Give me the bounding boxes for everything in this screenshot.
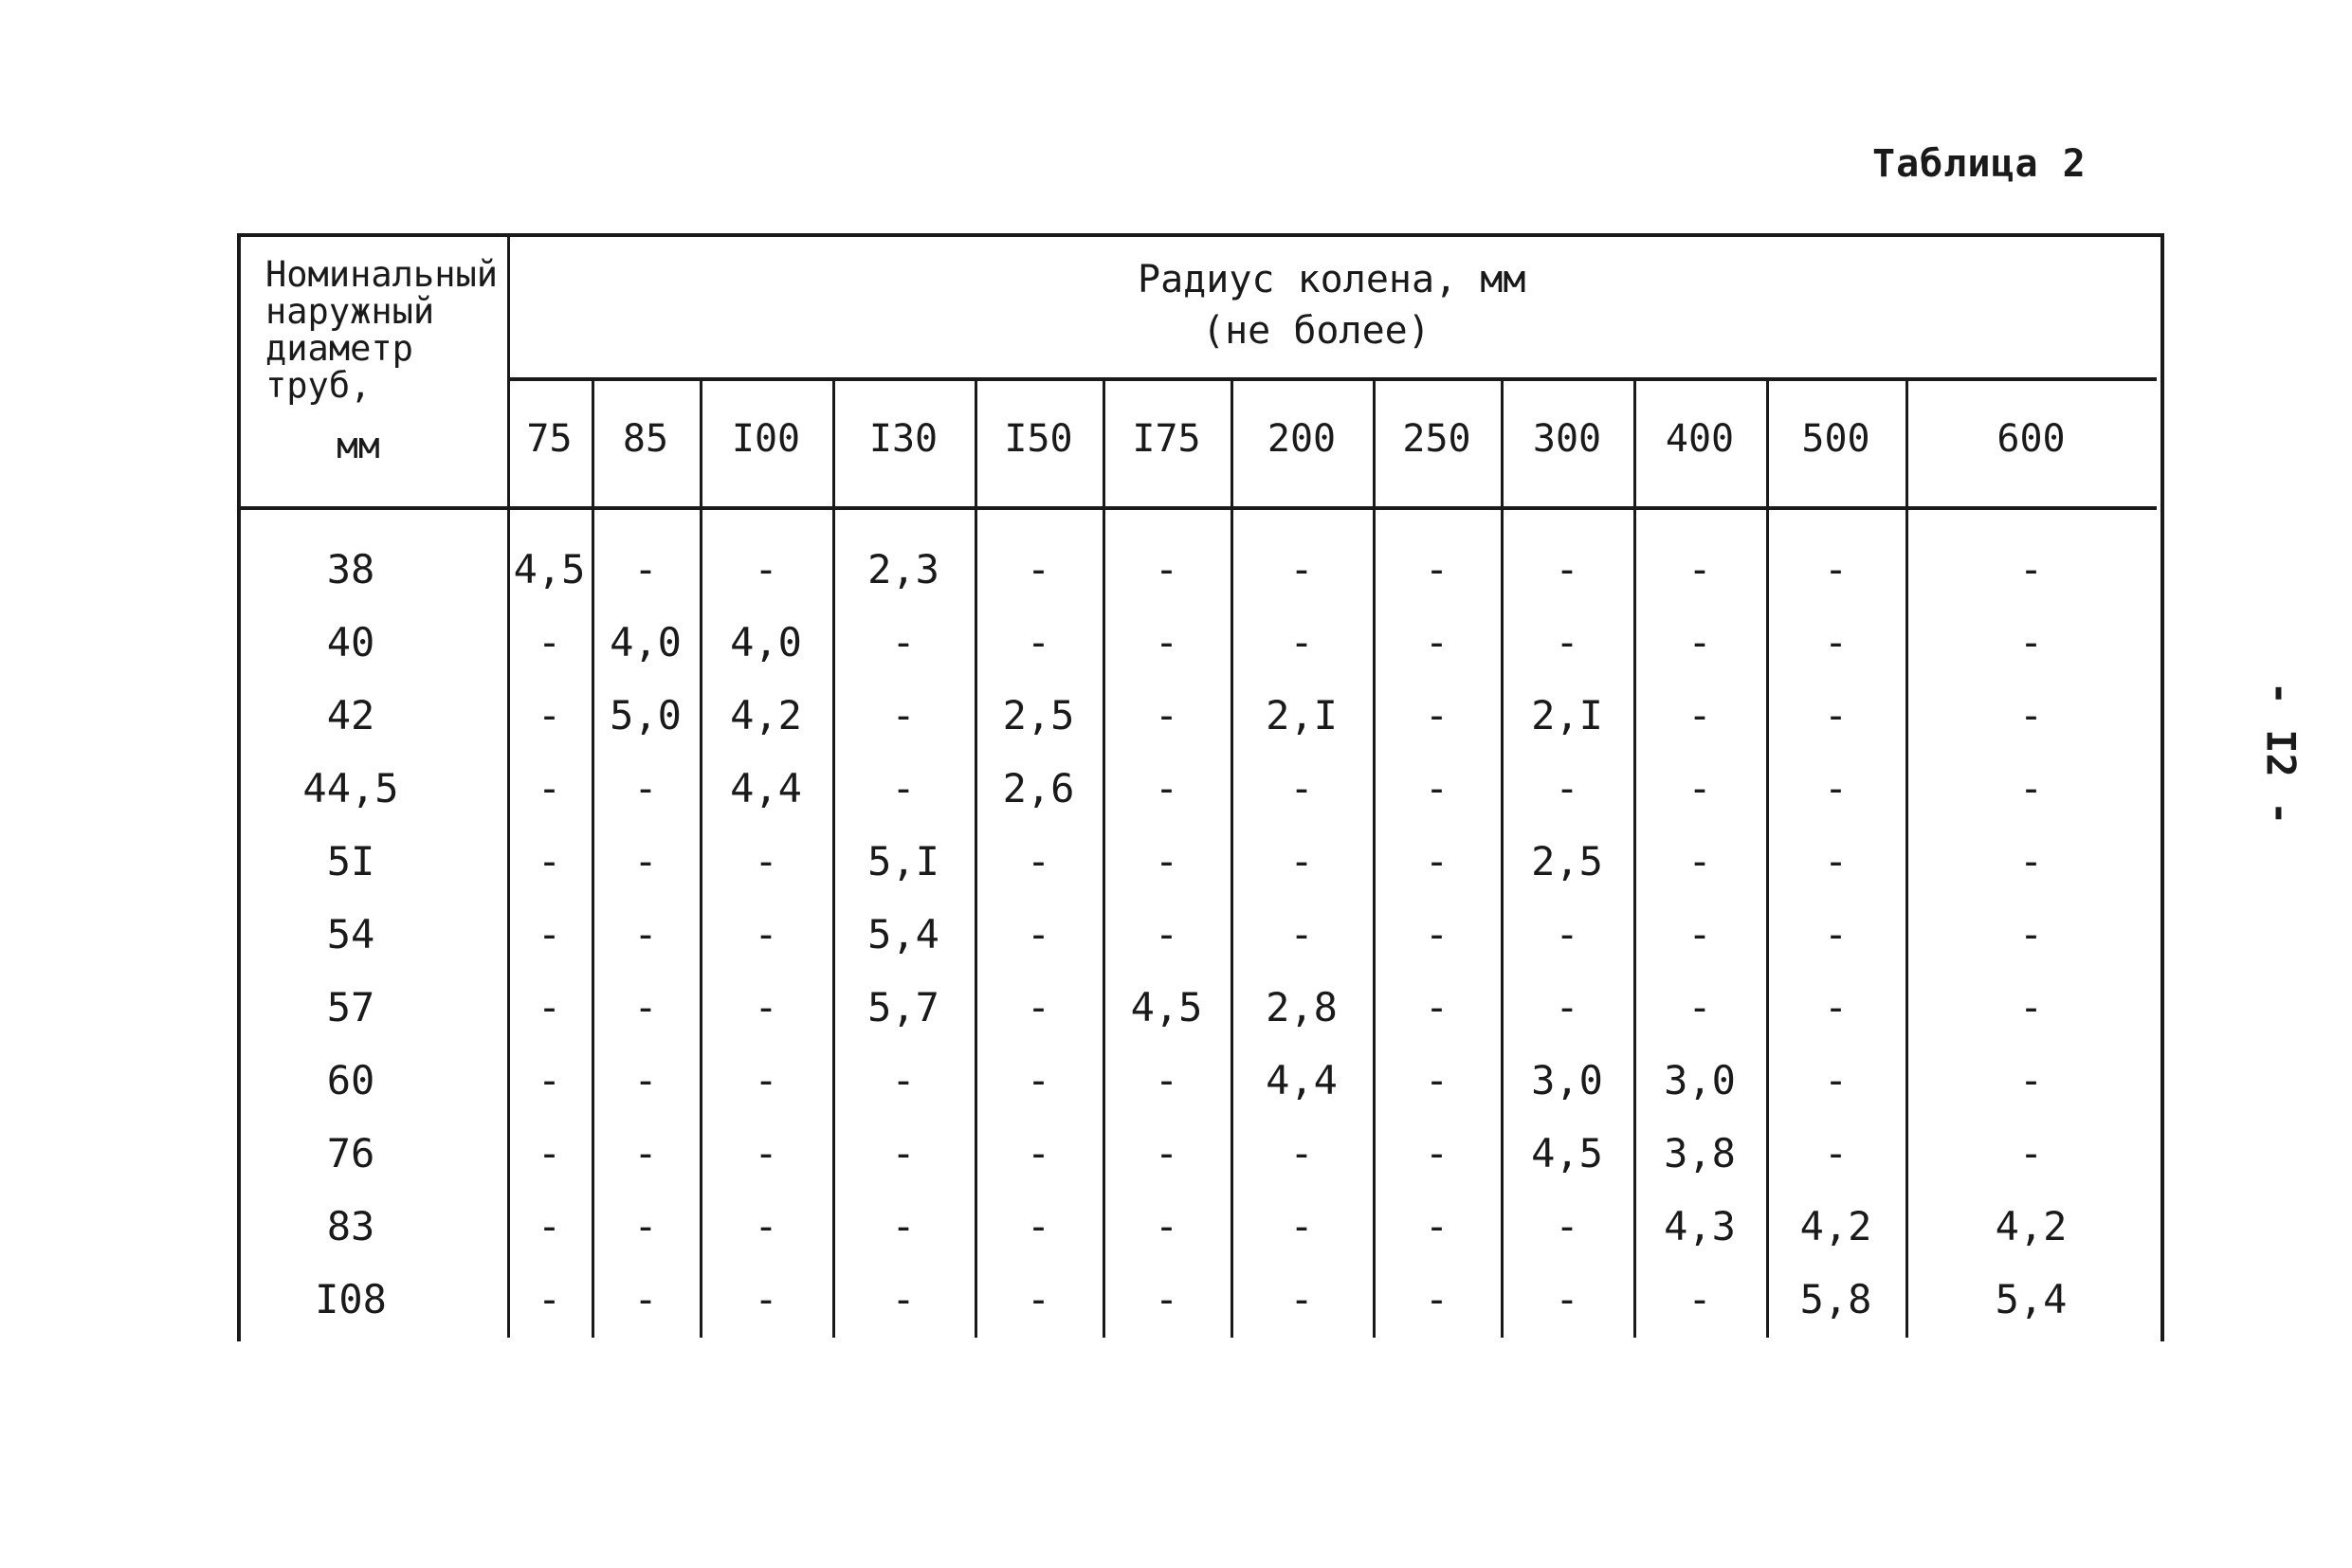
value-cell: -	[754, 1057, 778, 1103]
value-cell: -	[891, 1276, 916, 1322]
value-cell: -	[1555, 765, 1579, 811]
value-cell: -	[2018, 984, 2044, 1030]
column-divider	[1501, 379, 1504, 1338]
value-cell: -	[754, 984, 778, 1030]
diameter-cell: 76	[326, 1130, 375, 1176]
value-cell: -	[1026, 838, 1051, 884]
value-cell: -	[1026, 984, 1051, 1030]
value-cell: -	[2018, 546, 2044, 593]
value-cell: -	[633, 1203, 658, 1249]
value-cell: -	[1424, 692, 1449, 738]
value-cell: 5,I	[867, 838, 939, 884]
value-cell: 5,7	[867, 984, 939, 1030]
value-cell: 2,6	[1002, 765, 1075, 811]
value-cell: -	[1154, 1057, 1179, 1103]
header-bottom-rule	[237, 506, 2157, 510]
value-cell: -	[1026, 911, 1051, 957]
value-cell: -	[1289, 911, 1314, 957]
column-divider	[700, 379, 702, 1338]
value-cell: -	[537, 765, 562, 811]
table-frame	[237, 233, 2164, 1341]
value-cell: -	[1687, 911, 1712, 957]
value-cell: -	[1424, 765, 1449, 811]
column-divider	[1633, 379, 1636, 1338]
value-cell: -	[537, 692, 562, 738]
value-cell: -	[1424, 984, 1449, 1030]
diameter-cell: I08	[315, 1276, 387, 1322]
value-cell: -	[754, 1130, 778, 1176]
diameter-cell: 57	[326, 984, 375, 1030]
value-cell: -	[537, 838, 562, 884]
radius-column-header: 400	[1665, 417, 1735, 461]
value-cell: -	[1154, 1276, 1179, 1322]
value-cell: -	[537, 1203, 562, 1249]
value-cell: -	[537, 1130, 562, 1176]
diameter-header-line: наружный	[265, 291, 435, 332]
value-cell: -	[537, 619, 562, 665]
value-cell: -	[1687, 692, 1712, 738]
value-cell: 2,3	[867, 546, 939, 593]
value-cell: -	[754, 1203, 778, 1249]
value-cell: -	[1154, 1130, 1179, 1176]
value-cell: 2,8	[1266, 984, 1338, 1030]
radius-column-header: I00	[731, 417, 801, 461]
radius-column-header: 250	[1402, 417, 1471, 461]
page-number: - I2 -	[2257, 681, 2305, 826]
value-cell: 5,4	[1995, 1276, 2068, 1322]
value-cell: -	[1687, 765, 1712, 811]
value-cell: -	[891, 1130, 916, 1176]
value-cell: -	[1289, 1203, 1314, 1249]
value-cell: -	[891, 1203, 916, 1249]
value-cell: 5,8	[1799, 1276, 1872, 1322]
value-cell: -	[891, 619, 916, 665]
value-cell: -	[633, 1276, 658, 1322]
value-cell: -	[1823, 1130, 1849, 1176]
value-cell: -	[1289, 765, 1314, 811]
value-cell: -	[2018, 765, 2044, 811]
value-cell: -	[754, 1276, 778, 1322]
value-cell: 4,5	[513, 546, 586, 593]
value-cell: -	[537, 1057, 562, 1103]
value-cell: -	[633, 1057, 658, 1103]
value-cell: -	[1555, 911, 1579, 957]
radius-column-header: 500	[1801, 417, 1870, 461]
column-divider	[975, 379, 977, 1338]
value-cell: 2,5	[1531, 838, 1603, 884]
diameter-cell: 42	[326, 692, 375, 738]
value-cell: -	[1154, 546, 1179, 593]
value-cell: -	[1424, 1203, 1449, 1249]
value-cell: -	[1823, 546, 1849, 593]
value-cell: -	[1687, 984, 1712, 1030]
diameter-header-line: труб,	[265, 365, 372, 406]
value-cell: 2,5	[1002, 692, 1075, 738]
value-cell: 4,2	[1799, 1203, 1872, 1249]
radius-column-header: 600	[1996, 417, 2066, 461]
diameter-header	[265, 256, 498, 404]
column-divider	[1373, 379, 1376, 1338]
value-cell: -	[1424, 838, 1449, 884]
value-cell: 4,0	[610, 619, 682, 665]
column-divider	[592, 379, 594, 1338]
value-cell: 4,2	[730, 692, 802, 738]
radius-header-title: Радиус колена, мм	[1138, 258, 1526, 301]
value-cell: -	[1823, 765, 1849, 811]
value-cell: -	[1154, 692, 1179, 738]
radius-column-header: 200	[1267, 417, 1337, 461]
value-cell: -	[1154, 911, 1179, 957]
value-cell: -	[2018, 619, 2044, 665]
column-divider	[832, 379, 835, 1338]
value-cell: -	[1823, 1057, 1849, 1103]
value-cell: 3,8	[1664, 1130, 1736, 1176]
value-cell: -	[1555, 1203, 1579, 1249]
column-divider	[1103, 379, 1105, 1338]
value-cell: -	[891, 765, 916, 811]
value-cell: -	[633, 838, 658, 884]
value-cell: -	[1026, 1057, 1051, 1103]
value-cell: -	[633, 984, 658, 1030]
value-cell: -	[1154, 765, 1179, 811]
value-cell: -	[2018, 1057, 2044, 1103]
radius-column-header: 85	[622, 417, 669, 461]
value-cell: -	[1687, 546, 1712, 593]
value-cell: -	[2018, 911, 2044, 957]
value-cell: 5,4	[867, 911, 939, 957]
value-cell: 4,4	[730, 765, 802, 811]
radius-column-header: 75	[526, 417, 573, 461]
value-cell: 4,0	[730, 619, 802, 665]
diameter-cell: 60	[326, 1057, 375, 1103]
value-cell: -	[754, 546, 778, 593]
value-cell: 4,5	[1130, 984, 1203, 1030]
value-cell: -	[1026, 546, 1051, 593]
value-cell: -	[1823, 838, 1849, 884]
value-cell: -	[891, 1057, 916, 1103]
value-cell: -	[1687, 1276, 1712, 1322]
diameter-cell: 38	[326, 546, 375, 593]
diameter-cell: 44,5	[302, 765, 399, 811]
value-cell: -	[2018, 1130, 2044, 1176]
column-divider	[1766, 379, 1769, 1338]
value-cell: -	[633, 1130, 658, 1176]
value-cell: -	[1424, 619, 1449, 665]
column-divider-main	[507, 233, 510, 1338]
value-cell: -	[1289, 546, 1314, 593]
value-cell: 3,0	[1664, 1057, 1736, 1103]
value-cell: 4,2	[1995, 1203, 2068, 1249]
value-cell: -	[1823, 911, 1849, 957]
diameter-header-line: диаметр	[265, 328, 413, 369]
value-cell: -	[1555, 619, 1579, 665]
diameter-cell: 40	[326, 619, 375, 665]
value-cell: -	[1289, 838, 1314, 884]
value-cell: -	[1823, 984, 1849, 1030]
diameter-header-line: Номинальный	[265, 254, 499, 295]
value-cell: -	[2018, 838, 2044, 884]
radius-column-header: 300	[1532, 417, 1602, 461]
value-cell: -	[633, 911, 658, 957]
value-cell: 2,I	[1531, 692, 1603, 738]
value-cell: -	[1026, 619, 1051, 665]
value-cell: -	[754, 911, 778, 957]
value-cell: -	[1424, 546, 1449, 593]
value-cell: -	[1555, 546, 1579, 593]
value-cell: -	[1026, 1203, 1051, 1249]
value-cell: 4,4	[1266, 1057, 1338, 1103]
column-divider	[1231, 379, 1233, 1338]
value-cell: -	[1424, 1057, 1449, 1103]
value-cell: -	[633, 546, 658, 593]
value-cell: 3,0	[1531, 1057, 1603, 1103]
diameter-cell: 83	[326, 1203, 375, 1249]
value-cell: -	[1555, 1276, 1579, 1322]
diameter-header-unit: мм	[337, 425, 380, 466]
value-cell: -	[1424, 1130, 1449, 1176]
value-cell: 5,0	[610, 692, 682, 738]
value-cell: -	[754, 838, 778, 884]
value-cell: -	[1026, 1130, 1051, 1176]
value-cell: 4,3	[1664, 1203, 1736, 1249]
value-cell: -	[1687, 619, 1712, 665]
value-cell: -	[1154, 838, 1179, 884]
value-cell: 2,I	[1266, 692, 1338, 738]
value-cell: -	[1026, 1276, 1051, 1322]
value-cell: -	[537, 911, 562, 957]
value-cell: -	[1289, 619, 1314, 665]
value-cell: -	[1289, 1130, 1314, 1176]
value-cell: -	[537, 1276, 562, 1322]
value-cell: -	[1424, 1276, 1449, 1322]
value-cell: -	[1154, 619, 1179, 665]
value-cell: -	[1424, 911, 1449, 957]
value-cell: -	[1823, 692, 1849, 738]
table-caption: Таблица 2	[1872, 142, 2087, 186]
header-sub-rule	[507, 377, 2157, 381]
value-cell: -	[1154, 1203, 1179, 1249]
value-cell: -	[2018, 692, 2044, 738]
value-cell: 4,5	[1531, 1130, 1603, 1176]
value-cell: -	[633, 765, 658, 811]
value-cell: -	[1823, 619, 1849, 665]
value-cell: -	[1687, 838, 1712, 884]
diameter-cell: 54	[326, 911, 375, 957]
radius-column-header: I50	[1004, 417, 1073, 461]
diameter-cell: 5I	[326, 838, 375, 884]
value-cell: -	[1289, 1276, 1314, 1322]
radius-header-subtitle: (не более)	[1202, 309, 1431, 353]
value-cell: -	[1555, 984, 1579, 1030]
radius-column-header: I75	[1132, 417, 1201, 461]
column-divider	[1905, 379, 1908, 1338]
value-cell: -	[891, 692, 916, 738]
value-cell: -	[537, 984, 562, 1030]
radius-column-header: I30	[868, 417, 939, 461]
